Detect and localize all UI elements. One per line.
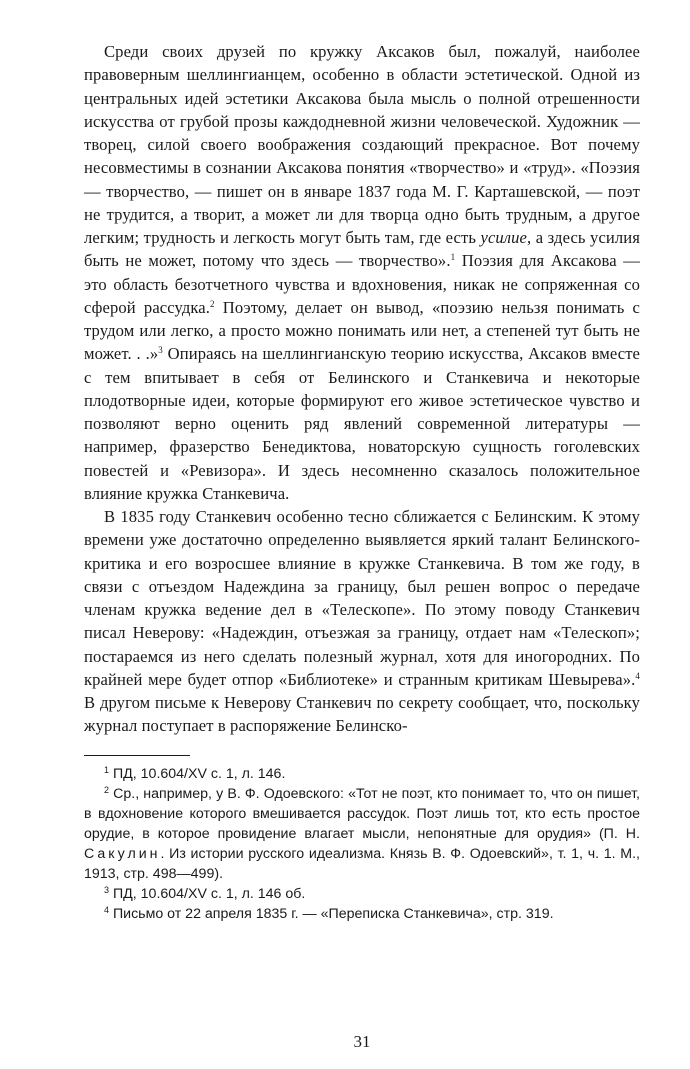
footnote-2: [84, 784, 640, 884]
footnote-text: Письмо от 22 апреля 1835 г. — «Переписка Станкевича», стр. 319.: [112, 905, 554, 922]
footnote-author: Сакулин: [84, 845, 161, 862]
paragraph-1-text-e: Опираясь на шеллингианскую теорию искусства, Аксаков вместе с тем впитывает в себя от Белинского и Станкевича и некоторые плодотворные идеи, которые формируют его живое эстетическое чувство и позволяют верно оценить ряд явлений современной литературы — например, фразерство Бенедиктова, новаторскую сущность гоголевских повестей и «Ревизора». И здесь несомненно сказалось положительное влияние кружка Станкевича.: [84, 344, 641, 503]
footnote-text: ПД, 10.604/XV с. 1, л. 146 об.: [112, 885, 306, 902]
footnote-ref-4[interactable]: 4: [635, 670, 640, 681]
paragraph-1-text-c: Поэзия для Аксакова — это область безотчетного чувства и вдохновения, никак не сопряженная со сферой рассудка.: [84, 251, 640, 317]
main-text: [84, 40, 640, 738]
footnote-text: Ср., например, у В. Ф. Одоевского: «Тот не поэт, кто понимает то, что он пишет, в вдохновение которого вмешивается рассудок. Поэт лишь тот, кто есть простое орудие, в которое провидение влагает мысли, непонятные для орудия» (П. Н.: [84, 785, 640, 842]
paragraph-1-text-a: Среди своих друзей по кружку Аксаков был, пожалуй, наиболее правоверным шеллингианцем, особенно в области эстетической. Одной из центральных идей эстетики Аксакова была мысль о полной отрешенности искусства от грубой прозы каждодневной жизни человеческой. Художник — творец, силой своего воображения создающий прекрасное. Вот почему несовместимы в сознании Аксакова понятия «творчество» и «труд». «Поэзия — творчество, — пишет он в январе 1837 года М. Г. Карташевской, — поэт не трудится, а творит, а может ли для творца одно быть трудным, а другое легким; трудность и легкость могут быть там, где есть: [84, 42, 640, 247]
italic-word: усилие: [480, 228, 528, 247]
footnote-ref-2[interactable]: 2: [210, 298, 215, 309]
paragraph-2-text-a: В 1835 году Станкевич особенно тесно сближается с Белинским. К этому времени уже достаточно определенно выявляется яркий талант Белинского-критика и его возросшее влияние в кружке Станкевича. В том же году, в связи с отъездом Надеждина за границу, был решен вопрос о передаче членам кружка ведение дел в «Телескопе». По этому поводу Станкевич писал Неверову: «Надеждин, отъезжая за границу, отдает нам «Телескоп»; постараемся из него сделать полезный журнал, хотя для иногородних. По крайней мере будет отпор «Библиотеке» и странным критикам Шевырева».: [84, 507, 640, 689]
footnote-mark: 4: [104, 904, 110, 915]
book-page: [84, 40, 641, 1051]
footnote-text: ПД, 10.604/XV с. 1, л. 146.: [112, 765, 286, 782]
footnote-mark: 1: [104, 764, 110, 775]
page-number: 31: [353, 1032, 371, 1051]
footnote-text: . Из истории русского идеализма. Князь В. Ф. Одоевский», т. 1, ч. 1. М., 1913, стр. 498—499).: [84, 845, 640, 882]
footnote-ref-1[interactable]: 1: [450, 252, 456, 263]
paragraph-1-text-b: , а здесь усилия быть не может, потому что здесь — творчество».: [84, 228, 640, 271]
footnote-divider: [84, 755, 190, 756]
footnote-3: [84, 884, 640, 904]
footnote-ref-3[interactable]: 3: [158, 345, 163, 356]
paragraph-1-text-d: Поэтому, делает он вывод, «поэзию нельзя понимать с трудом или легко, а просто можно понимать или нет, а степеней тут быть не может. . .»: [84, 297, 640, 364]
paragraph-2-text-b: В другом письме к Неверову Станкевич по секрету сообщает, что, поскольку журнал поступает в распоряжение Белинско-: [84, 693, 640, 736]
footnote-mark: 3: [104, 884, 110, 895]
paragraph-1: [84, 40, 640, 505]
footnote-1: [84, 764, 640, 784]
footnote-mark: 2: [104, 784, 110, 795]
footnote-4: [84, 904, 640, 924]
paragraph-2: [84, 505, 640, 738]
footnotes: [84, 764, 640, 924]
